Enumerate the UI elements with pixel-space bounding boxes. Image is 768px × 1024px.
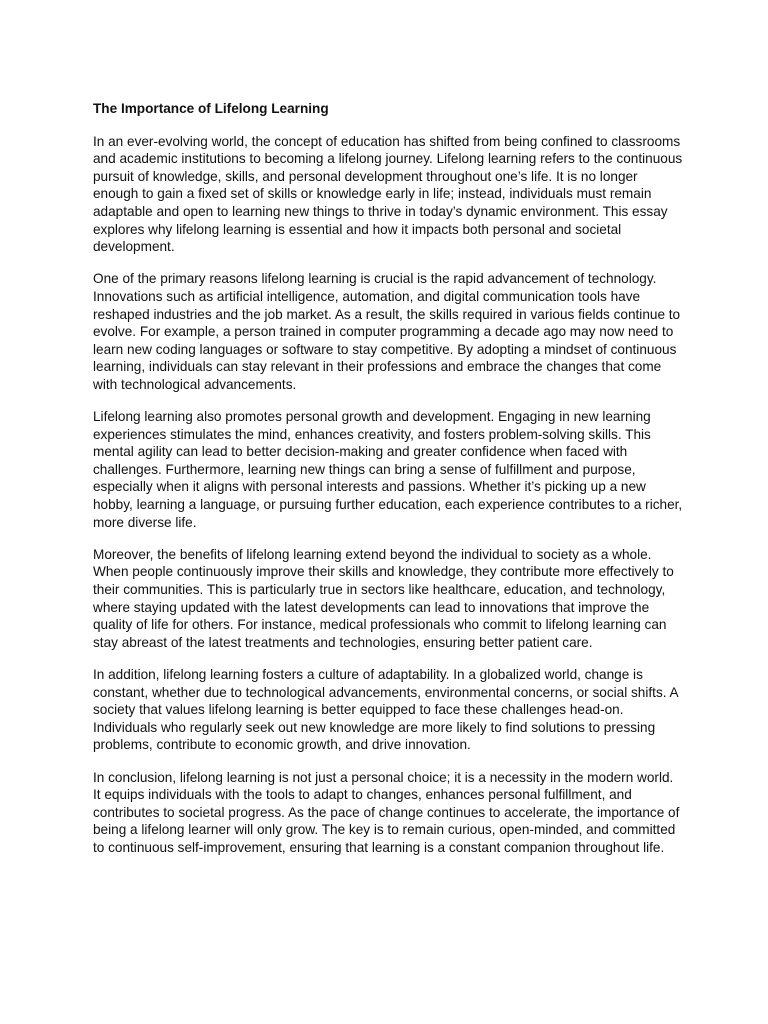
paragraph-introduction: In an ever-evolving world, the concept of education has shifted from being confined to classrooms and academic institutions to becoming a lifelong journey. Lifelong learning refers to the continuous pursuit of knowledge, skills, and personal development throughout one’s life. It is no longer enough to gain a fixed set of skills or knowledge early in life; instead, individuals must remain adaptable and open to learning new things to thrive in today’s dynamic environment. This essay explores why lifelong learning is essential and how it impacts both personal and societal development.: [93, 133, 683, 255]
paragraph-conclusion: In conclusion, lifelong learning is not just a personal choice; it is a necessity in the modern world. It equips individuals with the tools to adapt to changes, enhances personal fulfillment, and contributes to societal progress. As the pace of change continues to accelerate, the importance of being a lifelong learner will only grow. The key is to remain curious, open-minded, and committed to continuous self-improvement, ensuring that learning is a constant companion throughout life.: [93, 769, 680, 855]
paragraph-personal-growth: Lifelong learning also promotes personal growth and development. Engaging in new learning experiences stimulates the mind, enhances creativity, and fosters problem-solving skills. This mental agility can lead to better decision-making and greater confidence when faced with challenges. Furthermore, learning new things can bring a sense of fulfillment and purpose, especially when it aligns with personal interests and passions. Whether it’s picking up a new hobby, learning a language, or pursuing further education, each experience contributes to a richer, more diverse life.: [93, 409, 683, 530]
essay-title: The Importance of Lifelong Learning: [93, 101, 329, 116]
paragraph-technology: One of the primary reasons lifelong learning is crucial is the rapid advancement of technology. Innovations such as artificial intelligence, automation, and digital communication tools have reshaped industries and the job market. As a result, the skills required in various fields continue to evolve. For example, a person trained in computer programming a decade ago may now need to learn new coding languages or software to stay competitive. By adopting a mindset of continuous learning, individuals can stay relevant in their professions and embrace the changes that come with technological advancements.: [93, 271, 681, 392]
paragraph-society: Moreover, the benefits of lifelong learning extend beyond the individual to society as a whole. When people continuously improve their skills and knowledge, they contribute more effectively to their communities. This is particularly true in sectors like healthcare, education, and technology, where staying updated with the latest developments can lead to innovations that improve the quality of life for others. For instance, medical professionals who commit to lifelong learning can stay abreast of the latest treatments and technologies, ensuring better patient care.: [93, 546, 674, 650]
essay-body: [93, 100, 683, 871]
paragraph-adaptability: In addition, lifelong learning fosters a culture of adaptability. In a globalized world, change is constant, whether due to technological advancements, environmental concerns, or social shifts. A society that values lifelong learning is better equipped to face these challenges head-on. Individuals who regularly seek out new knowledge are more likely to find solutions to pressing problems, contribute to economic growth, and drive innovation.: [93, 667, 678, 753]
